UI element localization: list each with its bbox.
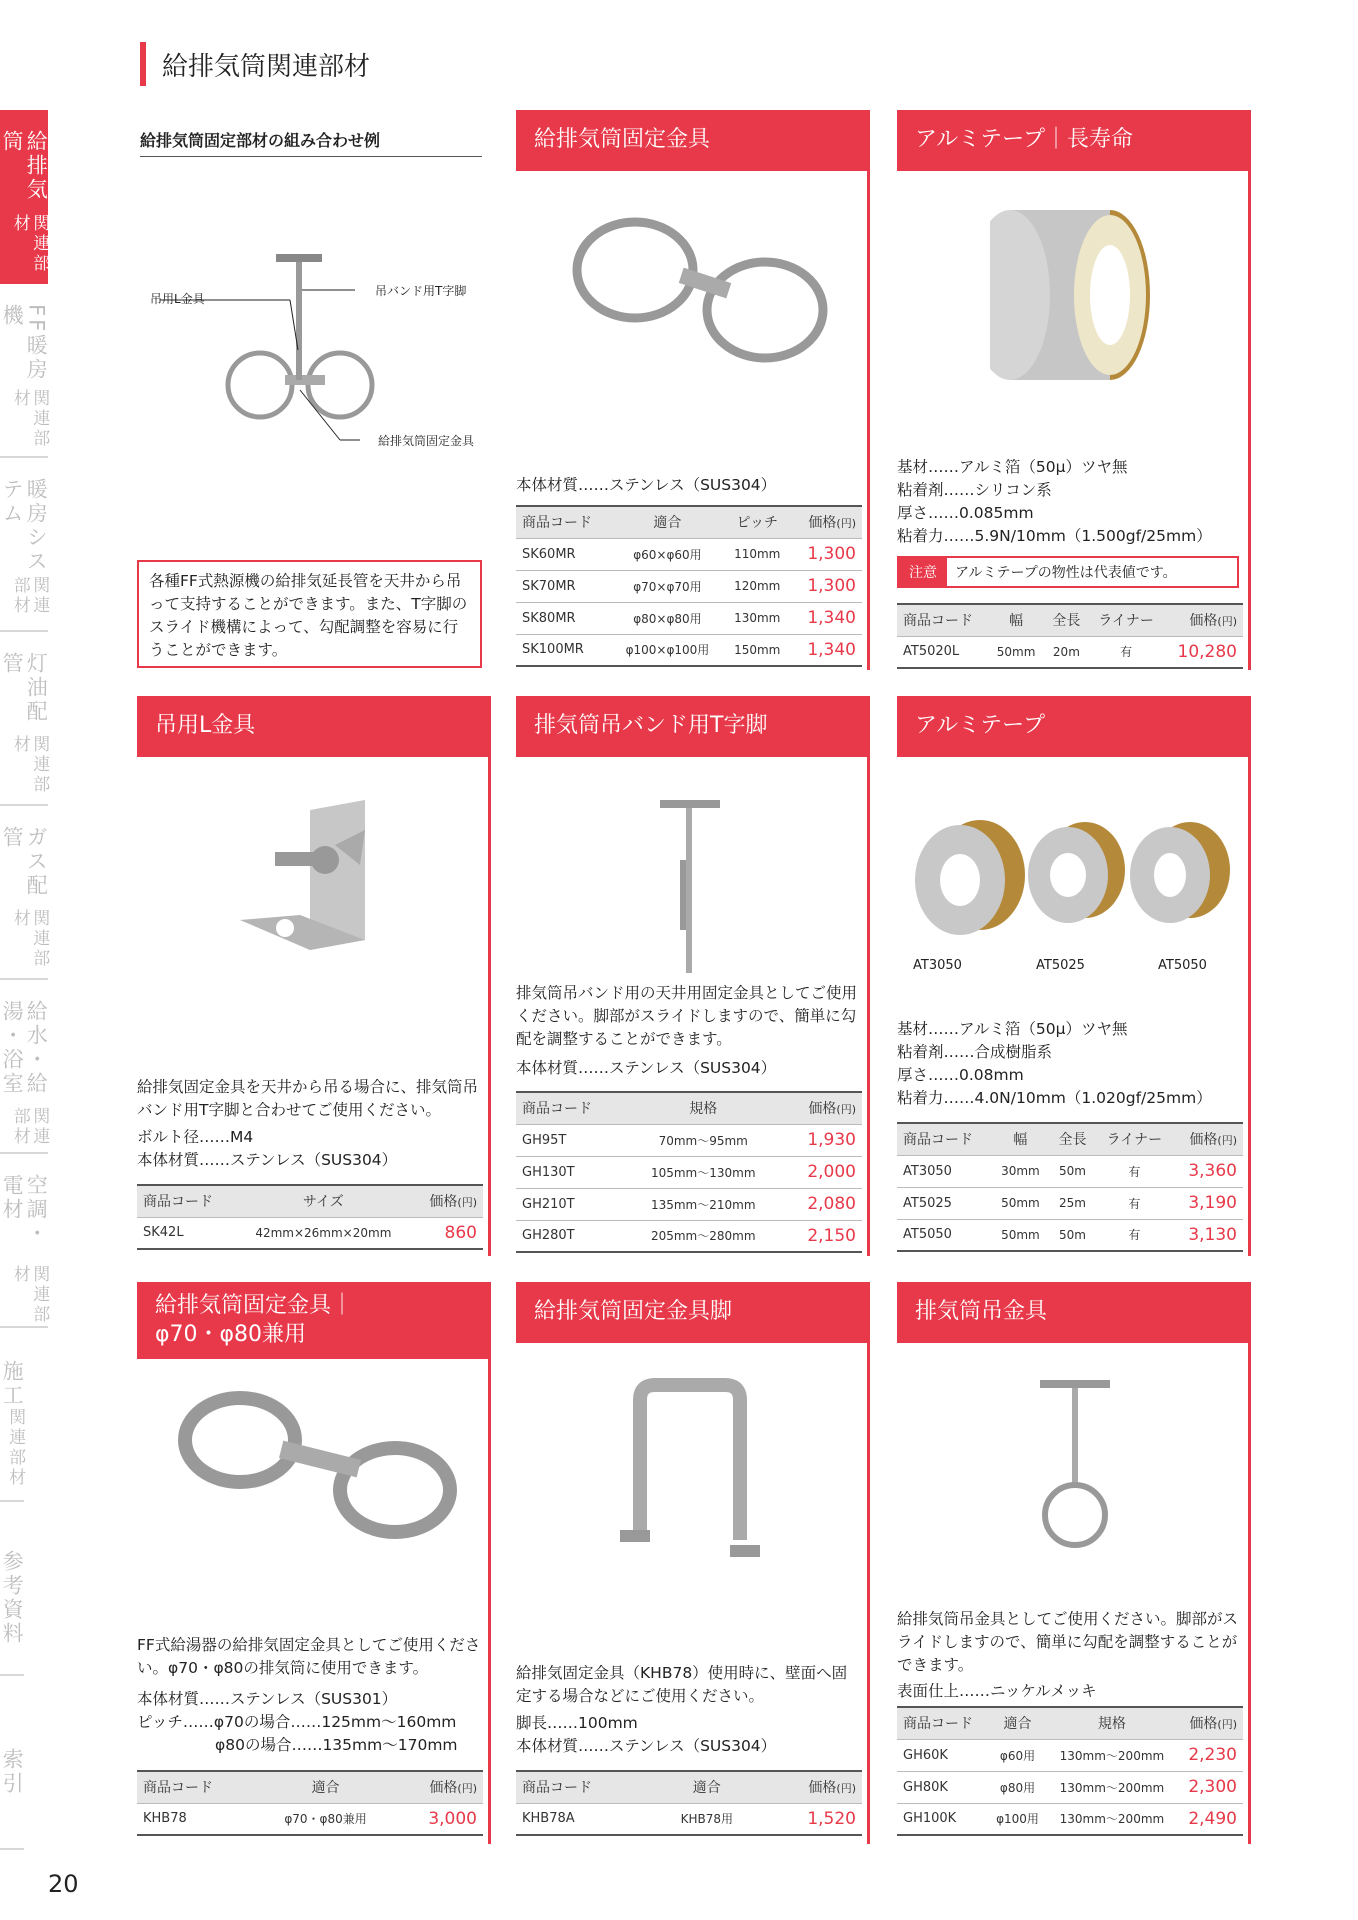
price-cell: 3,130	[1173, 1219, 1243, 1251]
spec-line: ボルト径……M4	[137, 1128, 254, 1146]
table-cell: φ100用	[987, 1803, 1047, 1835]
sidebar-item-3[interactable]	[0, 632, 48, 806]
price-unit: (円)	[457, 1782, 477, 1796]
price-cell: 1,300	[791, 570, 862, 602]
table-row	[897, 1739, 1243, 1771]
table-header-cell: 適合	[987, 1707, 1047, 1739]
table-cell: 25m	[1050, 1187, 1096, 1219]
sidebar-item-main: FF暖房機	[0, 304, 49, 383]
sidebar	[0, 110, 118, 1850]
label-fixer: 給排気筒固定金具	[378, 434, 475, 448]
card-at-title: アルミテープ	[897, 696, 1248, 757]
gk-product-image	[1020, 1370, 1130, 1560]
page-title: 給排気筒関連部材	[162, 52, 371, 82]
table-cell: GH80K	[897, 1771, 987, 1803]
table-cell: 50m	[1050, 1155, 1096, 1187]
table-header-cell: サイズ	[235, 1185, 412, 1217]
table-row	[516, 1188, 862, 1220]
price-cell: 2,490	[1176, 1803, 1243, 1835]
sk-product-image	[540, 200, 850, 390]
table-row	[137, 1217, 483, 1249]
table-cell: SK60MR	[516, 538, 612, 570]
table-header-cell: 適合	[653, 1771, 761, 1803]
table-cell: SK80MR	[516, 602, 612, 634]
table-cell: 50mm	[991, 1187, 1049, 1219]
khb78a-table	[516, 1770, 862, 1836]
card-at5020-title: アルミテープ｜長寿命	[897, 110, 1248, 171]
table-header-cell: 価格(円)	[1176, 1707, 1243, 1739]
sidebar-item-6[interactable]	[0, 1154, 48, 1328]
sk-table	[516, 505, 862, 667]
price-unit: (円)	[1217, 1718, 1237, 1732]
sidebar-item-5[interactable]	[0, 980, 48, 1154]
caution-message: アルミテープの物性は代表値です。	[955, 565, 1177, 581]
at5020-product-image	[990, 200, 1170, 390]
table-header-cell: 商品コード	[897, 604, 988, 636]
card-gh-title: 排気筒吊バンド用T字脚	[516, 696, 867, 757]
price-cell: 2,000	[781, 1156, 862, 1188]
table-cell: 有	[1096, 1155, 1174, 1187]
table-header-cell: 全長	[1050, 1123, 1096, 1155]
table-cell: SK70MR	[516, 570, 612, 602]
table-cell: φ100×φ100用	[612, 634, 724, 666]
table-cell: 70mm〜95mm	[625, 1124, 781, 1156]
header-accent-bar	[140, 42, 146, 86]
table-row	[516, 1803, 862, 1835]
table-header-cell: 規格	[625, 1092, 781, 1124]
khb78-table	[137, 1770, 483, 1836]
price-unit: (円)	[457, 1196, 477, 1210]
card-sk42-title: 吊用L金具	[137, 696, 488, 757]
sidebar-item-main: 暖房システム	[0, 478, 49, 574]
sidebar-item-main: 灯油配管	[0, 652, 49, 724]
table-header-cell: 規格	[1048, 1707, 1176, 1739]
sidebar-item-sub: 関連部材	[5, 1408, 26, 1488]
khb78-title-line2: φ70・φ80兼用	[155, 1321, 307, 1347]
card-khb78	[137, 1282, 491, 1844]
spec-line: 厚さ……0.085mm	[897, 504, 1034, 522]
table-cell: 120mm	[723, 570, 791, 602]
table-cell: φ70×φ70用	[612, 570, 724, 602]
table-header-cell: 商品コード	[897, 1123, 991, 1155]
khb78-description: FF式給湯器の給排気固定金具としてご使用ください。φ70・φ80の排気筒に使用できます。	[137, 1636, 481, 1677]
table-header-cell: 商品コード	[516, 506, 612, 538]
sidebar-item-sub: 関連部材	[9, 389, 50, 450]
table-cell: AT5050	[897, 1219, 991, 1251]
table-cell: 50m	[1050, 1219, 1096, 1251]
table-row	[897, 1803, 1243, 1835]
table-cell: GH210T	[516, 1188, 625, 1220]
table-cell: 有	[1089, 636, 1164, 668]
sidebar-item-sub: 関連部材	[9, 734, 50, 795]
table-header-cell: 商品コード	[137, 1185, 235, 1217]
table-cell: 50mm	[988, 636, 1044, 668]
table-cell: φ80×φ80用	[612, 602, 724, 634]
card-gk-title: 排気筒吊金具	[897, 1282, 1248, 1343]
khb78-spec-1: 本体材質……ステンレス（SUS301）	[137, 1690, 398, 1708]
price-cell: 2,080	[781, 1188, 862, 1220]
price-cell: 860	[412, 1217, 483, 1249]
table-cell: 205mm〜280mm	[625, 1220, 781, 1252]
at5020-caution	[897, 556, 1239, 588]
gh-table	[516, 1091, 862, 1253]
table-cell: SK42L	[137, 1217, 235, 1249]
example-assembly-image	[140, 240, 482, 460]
table-cell: φ70・φ80兼用	[257, 1803, 395, 1835]
at-specs	[897, 1018, 1212, 1110]
price-cell: 2,150	[781, 1220, 862, 1252]
sidebar-item-main: 施工	[0, 1360, 25, 1408]
table-row	[516, 634, 862, 666]
sidebar-item-9[interactable]	[0, 1676, 24, 1850]
table-cell: GH95T	[516, 1124, 625, 1156]
table-header-cell: 全長	[1044, 604, 1088, 636]
table-header-cell: 価格(円)	[394, 1771, 483, 1803]
table-header-cell: 商品コード	[516, 1092, 625, 1124]
table-cell: 150mm	[723, 634, 791, 666]
table-cell: φ80用	[987, 1771, 1047, 1803]
table-cell: GH100K	[897, 1803, 987, 1835]
table-cell: φ60×φ60用	[612, 538, 724, 570]
at-img-label-1: AT3050	[913, 958, 962, 973]
at-img-label-3: AT5050	[1158, 958, 1207, 973]
table-header-cell: 商品コード	[137, 1771, 257, 1803]
khb78-product-image	[160, 1370, 470, 1560]
card-khb78-title	[137, 1282, 488, 1359]
gh-material: 本体材質……ステンレス（SUS304）	[516, 1059, 777, 1077]
gh-description: 排気筒吊バンド用の天井用固定金具としてご使用ください。脚部がスライドしますので、簡単に勾配を調整することができます。	[516, 984, 858, 1048]
gk-table	[897, 1706, 1243, 1836]
table-row	[897, 1155, 1243, 1187]
table-row	[897, 1771, 1243, 1803]
table-header-cell: 価格(円)	[1164, 604, 1243, 636]
caution-tag: 注意	[899, 558, 947, 586]
table-cell: 130mm	[723, 602, 791, 634]
price-unit: (円)	[836, 517, 856, 531]
gk-finish: 表面仕上……ニッケルメッキ	[897, 1682, 1097, 1700]
price-cell: 1,300	[791, 538, 862, 570]
table-row	[516, 1156, 862, 1188]
example-title-rule	[140, 156, 482, 157]
price-cell: 3,000	[394, 1803, 483, 1835]
table-header-cell: 価格(円)	[761, 1771, 862, 1803]
sidebar-item-main: 給水・給湯・浴室	[0, 1000, 49, 1096]
table-cell: SK100MR	[516, 634, 612, 666]
khb78-title-line1: 給排気筒固定金具｜	[155, 1293, 354, 1318]
sidebar-item-sub: 関連部材	[9, 214, 50, 274]
table-row	[516, 602, 862, 634]
table-header-cell: 適合	[612, 506, 724, 538]
price-cell: 1,520	[761, 1803, 862, 1835]
table-cell: φ60用	[987, 1739, 1047, 1771]
table-cell: 30mm	[991, 1155, 1049, 1187]
price-cell: 2,300	[1176, 1771, 1243, 1803]
table-cell: 130mm〜200mm	[1048, 1803, 1176, 1835]
table-cell: 有	[1096, 1219, 1174, 1251]
price-cell: 1,340	[791, 634, 862, 666]
sidebar-item-sub: 関連部材	[9, 1265, 50, 1326]
price-unit: (円)	[836, 1103, 856, 1117]
table-header-cell: 価格(円)	[1173, 1123, 1243, 1155]
table-header-cell: ピッチ	[723, 506, 791, 538]
khb78-spec-3: φ80の場合……135mm〜170mm	[215, 1736, 458, 1754]
table-cell: KHB78	[137, 1803, 257, 1835]
price-cell: 2,230	[1176, 1739, 1243, 1771]
spec-line: 厚さ……0.08mm	[897, 1066, 1024, 1084]
table-header-cell: ライナー	[1096, 1123, 1174, 1155]
table-cell: 130mm〜200mm	[1048, 1739, 1176, 1771]
spec-line: 本体材質……ステンレス（SUS304）	[137, 1151, 398, 1169]
table-header-cell: 幅	[991, 1123, 1049, 1155]
sk-material: 本体材質……ステンレス（SUS304）	[516, 476, 777, 494]
price-unit: (円)	[1217, 1134, 1237, 1148]
sidebar-item-1[interactable]	[0, 284, 48, 458]
table-cell: KHB78用	[653, 1803, 761, 1835]
table-header-cell: ライナー	[1089, 604, 1164, 636]
table-row	[897, 1219, 1243, 1251]
gk-description: 給排気筒吊金具としてご使用ください。脚部がスライドしますので、簡単に勾配を調整することができます。	[897, 1610, 1239, 1674]
table-cell: 110mm	[723, 538, 791, 570]
example-note: 各種FF式熱源機の給排気延長管を天井から吊って支持することができます。また、T字脚のスライド機構によって、勾配調整を容易に行うことができます。	[137, 560, 482, 668]
sidebar-item-0[interactable]	[0, 110, 48, 284]
example-title: 給排気筒固定部材の組み合わせ例	[140, 131, 381, 150]
at5020-table	[897, 603, 1243, 669]
sidebar-item-main: 空調・電材	[0, 1174, 49, 1246]
card-khb78a-title: 給排気筒固定金具脚	[516, 1282, 867, 1343]
sidebar-item-2[interactable]	[0, 458, 48, 632]
table-cell: 105mm〜130mm	[625, 1156, 781, 1188]
sk42-specs	[137, 1126, 397, 1172]
table-cell: 有	[1096, 1187, 1174, 1219]
table-row	[516, 1220, 862, 1252]
price-unit: (円)	[836, 1782, 856, 1796]
price-cell: 1,930	[781, 1124, 862, 1156]
table-header-cell: 商品コード	[516, 1771, 653, 1803]
table-header-cell: 価格(円)	[412, 1185, 483, 1217]
spec-line: 基材……アルミ箔（50μ）ツヤ無	[897, 458, 1128, 476]
table-row	[897, 1187, 1243, 1219]
sidebar-item-7[interactable]	[0, 1328, 24, 1502]
table-cell: 130mm〜200mm	[1048, 1771, 1176, 1803]
table-header-cell: 幅	[988, 604, 1044, 636]
sidebar-item-sub: 関連部材	[9, 908, 50, 969]
table-cell: KHB78A	[516, 1803, 653, 1835]
table-cell: GH280T	[516, 1220, 625, 1252]
table-header-cell: 商品コード	[897, 1707, 987, 1739]
table-row	[516, 1124, 862, 1156]
spec-line: 脚長……100mm	[516, 1714, 638, 1732]
table-header-cell: 価格(円)	[791, 506, 862, 538]
table-cell: 20m	[1044, 636, 1088, 668]
sk42-table	[137, 1184, 483, 1250]
sidebar-item-main: 給排気筒	[0, 130, 49, 202]
card-sk-title: 給排気筒固定金具	[516, 110, 867, 171]
sidebar-item-main: 索引	[0, 1748, 25, 1796]
table-cell: AT5020L	[897, 636, 988, 668]
page-number: 20	[48, 1870, 79, 1898]
table-header-cell: 価格(円)	[781, 1092, 862, 1124]
spec-line: 粘着力……5.9N/10mm（1.500gf/25mm）	[897, 527, 1212, 545]
spec-line: 本体材質……ステンレス（SUS304）	[516, 1737, 777, 1755]
table-cell: GH60K	[897, 1739, 987, 1771]
card-khb78a	[516, 1282, 870, 1844]
khb78-spec-2: ピッチ……φ70の場合……125mm〜160mm	[137, 1713, 457, 1731]
at-table	[897, 1122, 1243, 1252]
spec-line: 粘着剤……シリコン系	[897, 481, 1052, 499]
table-cell: AT3050	[897, 1155, 991, 1187]
table-cell: GH130T	[516, 1156, 625, 1188]
khb78a-description: 給排気固定金具（KHB78）使用時に、壁面へ固定する場合などにご使用ください。	[516, 1664, 848, 1705]
table-row	[516, 538, 862, 570]
label-t-leg: 吊バンド用T字脚	[375, 284, 467, 298]
table-cell: 135mm〜210mm	[625, 1188, 781, 1220]
table-cell: AT5025	[897, 1187, 991, 1219]
at-img-label-2: AT5025	[1036, 958, 1085, 973]
price-cell: 1,340	[791, 602, 862, 634]
table-header-cell: 適合	[257, 1771, 395, 1803]
table-row	[897, 636, 1243, 668]
spec-line: 基材……アルミ箔（50μ）ツヤ無	[897, 1020, 1128, 1038]
sidebar-item-main: ガス配管	[0, 826, 49, 898]
price-unit: (円)	[1217, 615, 1237, 629]
sk42-description: 給排気固定金具を天井から吊る場合に、排気筒吊バンド用T字脚と合わせてご使用ください。	[137, 1078, 479, 1119]
khb78a-product-image	[610, 1370, 770, 1560]
sk42-product-image	[230, 790, 380, 970]
price-cell: 3,190	[1173, 1187, 1243, 1219]
sidebar-item-8[interactable]	[0, 1502, 24, 1676]
spec-line: 粘着剤……合成樹脂系	[897, 1043, 1053, 1061]
table-cell: 50mm	[991, 1219, 1049, 1251]
khb78a-specs	[516, 1712, 776, 1758]
price-cell: 10,280	[1164, 636, 1243, 668]
table-row	[516, 570, 862, 602]
sidebar-item-main: 参考資料	[0, 1550, 25, 1646]
sidebar-item-4[interactable]	[0, 806, 48, 980]
label-l-bracket: 吊用L金具	[150, 292, 205, 306]
table-row	[137, 1803, 483, 1835]
sidebar-item-sub: 関連部材	[9, 575, 50, 616]
card-sk42	[137, 696, 491, 1256]
spec-line: 粘着力……4.0N/10mm（1.020gf/25mm）	[897, 1089, 1212, 1107]
at-product-image	[900, 810, 1240, 950]
gh-product-image	[640, 790, 740, 980]
table-cell: 42mm×26mm×20mm	[235, 1217, 412, 1249]
price-cell: 3,360	[1173, 1155, 1243, 1187]
sidebar-item-sub: 関連部材	[9, 1107, 50, 1148]
at5020-specs	[897, 456, 1212, 548]
